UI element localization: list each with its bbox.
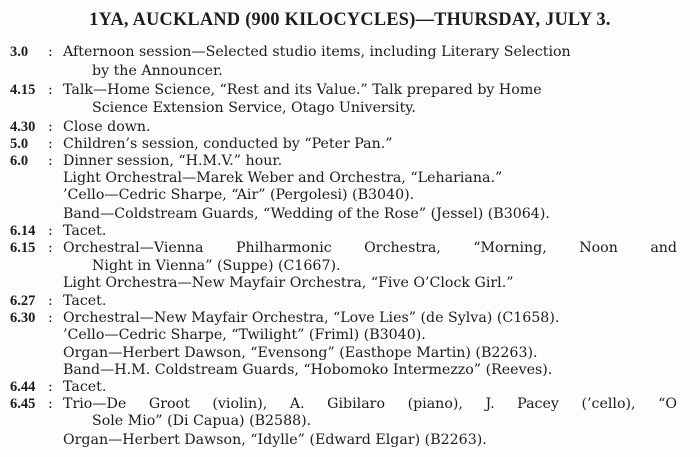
programme-text: Trio—De Groot (violin), A. Gibilaro (piano), J. Pacey (’cello), “O (63, 396, 677, 412)
programme-text: Band—H.M. Coldstream Guards, “Hobomoko Intermezzo” (Reeves). (63, 362, 553, 378)
time-separator: : (48, 240, 53, 256)
time-label: 4.15 (10, 82, 36, 98)
time-separator: : (48, 82, 53, 98)
time-separator: : (48, 310, 53, 326)
time-separator: : (48, 119, 53, 135)
programme-text: Tacet. (63, 379, 107, 395)
time-separator: : (48, 223, 53, 239)
programme-text: Band—Coldstream Guards, “Wedding of the Rose” (Jessel) (B3064). (63, 206, 550, 222)
time-label: 6.15 (10, 240, 36, 256)
programme-text: Organ—Herbert Dawson, “Idylle” (Edward Elgar) (B2263). (63, 432, 487, 448)
time-label: 3.0 (10, 44, 29, 60)
time-separator: : (48, 136, 53, 152)
programme-text: Close down. (63, 119, 151, 135)
time-label: 4.30 (10, 119, 36, 135)
programme-text: Orchestral—New Mayfair Orchestra, “Love Lies” (de Sylva) (C1658). (63, 310, 560, 326)
programme-text: by the Announcer. (92, 63, 223, 79)
time-separator: : (48, 379, 53, 395)
programme-text: Science Extension Service, Otago University. (92, 100, 416, 116)
time-label: 6.0 (10, 153, 29, 169)
programme-text: Talk—Home Science, “Rest and its Value.” Talk prepared by Home (63, 82, 542, 98)
time-separator: : (48, 44, 53, 60)
programme-text: ’Cello—Cedric Sharpe, “Air” (Pergolesi) (B3040). (63, 187, 415, 203)
programme-text: Night in Vienna” (Suppe) (C1667). (92, 258, 341, 274)
programme-text: Sole Mio” (Di Capua) (B2588). (92, 413, 312, 429)
programme-heading: 1YA, AUCKLAND (900 KILOCYCLES)—THURSDAY, JULY 3. (89, 10, 611, 30)
programme-text: Light Orchestra—New Mayfair Orchestra, “Five O’Clock Girl.” (63, 275, 514, 291)
time-label: 6.30 (10, 310, 36, 326)
programme-text: Tacet. (63, 293, 107, 309)
programme-text: Orchestral—Vienna Philharmonic Orchestra, “Morning, Noon and (63, 240, 677, 256)
programme-text: Afternoon session—Selected studio items, including Literary Selection (63, 44, 571, 60)
time-label: 6.45 (10, 396, 36, 412)
programme-text: Light Orchestral—Marek Weber and Orchestra, “Lehariana.” (63, 170, 503, 186)
time-label: 6.14 (10, 223, 36, 239)
programme-text: Organ—Herbert Dawson, “Evensong” (Easthope Martin) (B2263). (63, 345, 538, 361)
time-separator: : (48, 293, 53, 309)
time-separator: : (48, 153, 53, 169)
time-label: 6.27 (10, 293, 36, 309)
time-label: 5.0 (10, 136, 29, 152)
programme-text: Tacet. (63, 223, 107, 239)
time-label: 6.44 (10, 379, 36, 395)
time-separator: : (48, 396, 53, 412)
programme-text: Children’s session, conducted by “Peter Pan.” (63, 136, 393, 152)
programme-text: ’Cello—Cedric Sharpe, “Twilight” (Friml) (B3040). (63, 327, 426, 343)
programme-text: Dinner session, “H.M.V.” hour. (63, 153, 283, 169)
